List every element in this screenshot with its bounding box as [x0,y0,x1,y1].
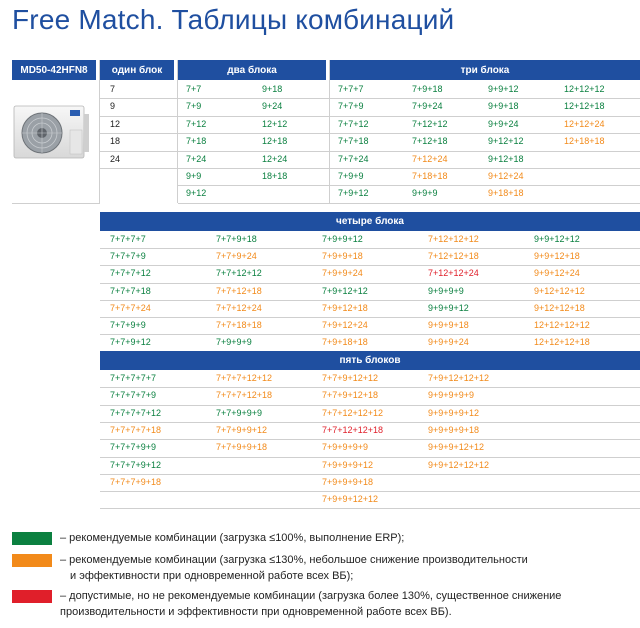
four-block-cell: 7+7+7+12 [110,268,151,279]
five-block-cell: 9+9+9+9+18 [428,424,480,435]
five-block-cell: 7+7+12+12+12 [322,407,384,418]
five-block-cell: 7+7+9+12+18 [322,390,379,401]
one-block-cell: 12 [110,118,121,129]
four-block-cell: 7+7+12+12 [216,268,262,279]
three-block-cell: 7+9+12 [338,188,369,199]
five-block-cell: 7+7+9+9+9 [216,407,263,418]
four-block-cell: 9+9+9+12 [428,302,469,313]
four-block-cell: 9+9+9+24 [428,337,469,348]
three-block-cell: 7+7+9 [338,101,364,112]
two-block-cell: 7+12 [186,118,207,129]
two-block-cell: 9+9 [186,171,202,181]
two-block-cell: 9+24 [262,101,283,112]
header-three-blocks: три блока [330,60,640,80]
row-divider [100,151,640,152]
legend-text [60,552,528,584]
five-block-cell: 7+9+9+9+12 [322,459,374,470]
five-block-cell: 7+9+9+9+18 [322,476,374,487]
row-divider [100,439,640,440]
five-block-cell: 9+9+12+12+12 [428,459,490,470]
four-block-cell: 7+9+9+18 [322,251,363,262]
four-block-cell: 7+9+18+18 [322,337,368,348]
outdoor-unit-image [12,100,90,162]
three-block-cell: 7+9+24 [412,101,443,112]
row-divider [100,317,640,318]
legend-text [60,588,561,620]
header-five-blocks: пять блоков [100,351,640,370]
four-block-cell: 7+7+7+24 [110,302,151,313]
two-block-cell: 9+18 [262,84,283,94]
three-block-cell: 7+18+18 [412,171,448,181]
row-divider [100,133,640,134]
five-block-cell: 7+7+7+9+18 [110,476,162,487]
five-block-cell: 7+7+7+7+7 [110,373,157,383]
four-block-cell: 7+9+12+24 [322,320,368,330]
row-divider [12,203,100,204]
three-block-cell: 7+9+9 [338,171,364,181]
row-divider [100,283,640,284]
header-four-blocks: четыре блока [100,212,640,231]
four-block-cell: 7+7+7+7 [110,234,146,244]
two-block-cell: 9+12 [186,188,207,199]
legend-line: – рекомендуемые комбинации (загрузка ≤130%, небольшое снижение производительности [60,554,528,566]
four-block-cell: 7+12+12+18 [428,251,479,262]
row-divider [178,185,640,186]
four-block-cell: 7+7+7+18 [110,285,151,296]
row-divider [100,405,640,406]
four-block-cell: 7+9+9+12 [322,234,363,244]
four-block-cell: 7+7+9+12 [110,337,151,348]
two-block-cell: 18+18 [262,171,288,181]
four-block-cell: 7+9+12+12 [322,285,368,296]
three-block-cell: 12+12+24 [564,118,605,129]
four-block-cell: 7+9+9+9 [216,337,252,348]
three-block-cell: 9+9+12 [488,84,519,94]
three-block-cell: 7+12+24 [412,153,448,164]
row-divider [100,334,640,335]
column-divider [329,60,330,203]
five-block-cell: 7+9+9+9+9 [322,442,369,453]
two-block-cell: 7+9 [186,101,202,112]
legend-line: производительности и эффективности при одновременной работе всех ВБ). [60,606,452,618]
four-block-cell: 7+7+12+24 [216,302,262,313]
five-block-cell: 7+9+12+12+12 [428,373,490,383]
four-block-cell: 7+7+7+9 [110,251,146,262]
legend-swatch [12,590,52,603]
one-block-cell: 24 [110,153,121,164]
row-divider [100,300,640,301]
four-block-cell: 7+9+12+18 [322,302,368,313]
five-block-cell: 7+7+7+9+12 [110,459,162,470]
five-block-cell: 7+7+7+7+12 [110,407,162,418]
three-block-cell: 7+12+18 [412,136,448,147]
legend-line: – допустимые, но не рекомендуемые комбинации (загрузка более 130%, существенное снижение [60,590,562,602]
one-block-cell: 18 [110,136,121,147]
four-block-cell: 7+7+9+18 [216,234,257,244]
header-two-blocks: два блока [178,60,326,80]
four-block-cell: 7+7+9+9 [110,320,146,330]
three-block-cell: 7+7+12 [338,118,369,129]
four-block-cell: 12+12+12+12 [534,320,590,330]
five-block-cell: 7+7+9+9+18 [216,442,268,453]
five-block-cell: 7+7+7+12+12 [216,373,273,383]
row-divider [100,508,640,509]
legend-line: – рекомендуемые комбинации (загрузка ≤100%, выполнение ERP); [60,532,405,544]
four-block-cell: 7+7+9+24 [216,251,257,262]
four-block-cell: 7+7+12+18 [216,285,262,296]
row-divider [178,203,640,204]
header-model: MD50-42HFN8 [12,60,96,80]
two-block-cell: 7+24 [186,153,207,164]
four-block-cell: 7+12+12+24 [428,268,479,279]
row-divider [100,422,640,423]
one-block-cell: 9 [110,101,116,112]
row-divider [100,474,640,475]
four-block-cell: 9+9+12+12 [534,234,580,244]
five-block-cell: 7+9+9+12+12 [322,494,379,505]
two-block-cell: 12+18 [262,136,288,147]
row-divider [100,491,640,492]
three-block-cell: 12+12+18 [564,101,605,112]
four-block-cell: 9+12+12+18 [534,302,585,313]
four-block-cell: 7+9+9+24 [322,268,363,279]
five-block-cell: 7+7+9+9+12 [216,424,268,435]
five-block-cell: 9+9+9+9+12 [428,407,480,418]
one-block-cell: 7 [110,84,116,94]
five-block-cell: 7+7+7+9+9 [110,442,157,453]
three-block-cell: 7+7+18 [338,136,369,147]
four-block-cell: 9+9+9+9 [428,285,464,296]
five-block-cell: 7+7+7+7+9 [110,390,157,401]
row-divider [100,387,640,388]
four-block-cell: 9+12+12+12 [534,285,585,296]
three-block-cell: 12+12+12 [564,84,605,94]
three-block-cell: 9+18+18 [488,188,524,199]
four-block-cell: 9+9+12+24 [534,268,580,279]
three-block-cell: 9+12+24 [488,171,524,181]
header-one-block: один блок [100,60,174,80]
legend-line: и эффективности при одновременной работе всех ВБ); [70,570,354,582]
two-block-cell: 12+12 [262,118,288,129]
three-block-cell: 7+12+12 [412,118,448,129]
two-block-cell: 12+24 [262,153,288,164]
legend-swatch [12,554,52,567]
four-block-cell: 9+9+9+18 [428,320,469,330]
row-divider [100,457,640,458]
row-divider [100,168,640,169]
three-block-cell: 7+7+7 [338,84,364,94]
three-block-cell: 12+18+18 [564,136,605,147]
column-divider [99,60,100,203]
three-block-cell: 7+9+18 [412,84,443,94]
two-block-cell: 7+18 [186,136,207,147]
five-block-cell: 7+7+7+7+18 [110,424,162,435]
row-divider [100,248,640,249]
five-block-cell: 7+7+9+12+12 [322,373,379,383]
legend-text [60,530,404,546]
three-block-cell: 9+9+24 [488,118,519,129]
four-block-cell: 7+7+18+18 [216,320,262,330]
column-divider [177,60,178,203]
five-block-cell: 7+7+7+12+18 [216,390,273,401]
five-block-cell: 7+7+12+12+18 [322,424,384,435]
legend-swatch [12,532,52,545]
three-block-cell: 9+12+12 [488,136,524,147]
row-divider [100,265,640,266]
row-divider [100,98,640,99]
five-block-cell: 9+9+9+9+9 [428,390,475,401]
row-divider [100,116,640,117]
three-block-cell: 9+12+18 [488,153,524,164]
five-block-cell: 9+9+9+12+12 [428,442,485,453]
three-block-cell: 9+9+9 [412,188,438,199]
three-block-cell: 7+7+24 [338,153,369,164]
two-block-cell: 7+7 [186,84,202,94]
four-block-cell: 12+12+12+18 [534,337,590,348]
page-title: Free Match. Таблицы комбинаций [12,4,455,35]
four-block-cell: 7+12+12+12 [428,234,479,244]
three-block-cell: 9+9+18 [488,101,519,112]
four-block-cell: 9+9+12+18 [534,251,580,262]
